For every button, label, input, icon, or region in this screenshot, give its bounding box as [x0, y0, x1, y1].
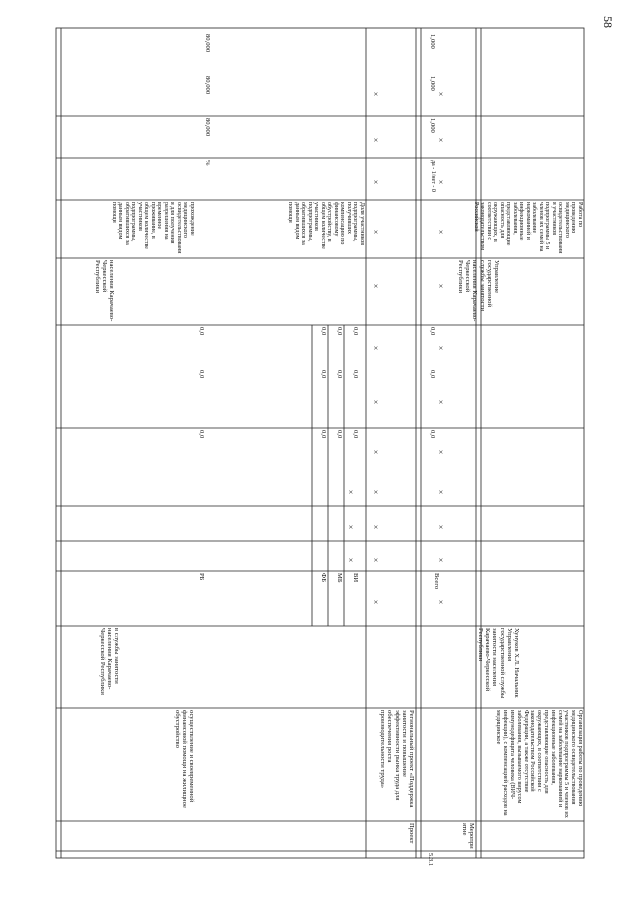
row-531-executor-cell	[421, 626, 521, 708]
row-531-measure-cell	[421, 708, 584, 821]
x-marker: ×	[371, 345, 380, 351]
row-531-indicator: Работа по проведению медицинского освидетельствования участников подпрограммы 5 и членов их семей на заболевание наркоманией и инфекционные заболевания, представляющие опасность для окружающих, в соответствии с законодательством Российской	[473, 202, 583, 254]
fin-fb-2-text: 0,0	[320, 370, 327, 379]
fin-vi-2	[344, 368, 360, 398]
x-marker: ×	[371, 524, 380, 530]
row-531-num: 5.3.1	[427, 853, 434, 867]
source-vi-text: ВИ	[352, 573, 359, 583]
partner-cell-upper	[61, 258, 116, 325]
fin-vi-3	[344, 325, 360, 355]
indicator-cell-upper-1	[61, 200, 196, 258]
fin-vi-1	[344, 428, 360, 458]
x-marker: ×	[346, 557, 355, 563]
x-marker: ×	[371, 137, 380, 143]
x-marker: ×	[371, 179, 380, 185]
unit-upper-text: %	[204, 160, 211, 166]
fin-fb-1	[312, 428, 328, 458]
row-531-fin-1	[421, 428, 437, 458]
partner-text-upper: населения Карачаево-Черкесской Республики	[93, 260, 115, 322]
row-531-target-3	[421, 32, 437, 74]
x-marker: ×	[371, 599, 380, 605]
x-marker: ×	[436, 399, 445, 405]
fin-mb-1-text: 0,0	[336, 430, 343, 439]
x-marker: ×	[436, 599, 445, 605]
x-marker: ×	[436, 91, 445, 97]
target-upper-1	[196, 116, 212, 158]
row-531-indicator-cell	[421, 200, 584, 258]
x-marker: ×	[371, 449, 380, 455]
target-upper-3	[196, 32, 212, 74]
x-marker: ×	[436, 449, 445, 455]
target-upper-3-text: 80,000	[204, 34, 211, 53]
fin-fb-3	[312, 325, 328, 355]
measure-cell-upper	[61, 708, 196, 821]
fin-rb-3-text: 0,0	[198, 327, 205, 336]
fin-rb-3	[186, 325, 206, 365]
row-531-executor: Хунуков Х.Л. Начальник Управления государственной службы занятости населения Карачаево-Черкесской Республики	[476, 628, 520, 699]
row-531-type-cell	[421, 821, 476, 851]
x-marker: ×	[436, 524, 445, 530]
row-531-target-1-text: 1,000	[429, 118, 436, 133]
target-upper-2	[196, 74, 212, 116]
fin-rb-2-text: 0,0	[198, 370, 205, 379]
fin-mb-1	[328, 428, 344, 458]
executor-cell-upper	[61, 626, 121, 708]
target-upper-2-text: 80,000	[204, 76, 211, 95]
x-marker: ×	[371, 91, 380, 97]
fin-mb-2	[328, 368, 344, 398]
budget-table	[56, 28, 584, 867]
x-marker: ×	[371, 399, 380, 405]
project-name: Региональный проект «Поддержка занятости и повышение эффективности рынка труда для обеспечения роста производительности труда»	[379, 710, 415, 808]
indicator-text-upper-1: прохождение медицинского освидетельствования для получения разрешения на временное проживание, в общем количестве участников подпрограммы, обратившихся за данным видом помощи	[111, 202, 195, 254]
x-marker: ×	[436, 489, 445, 495]
row-531-fin-1-text: 0,0	[429, 430, 436, 439]
fin-vi-1-text: 0,0	[352, 430, 359, 439]
x-marker: ×	[436, 179, 445, 185]
fin-rb-1-text: 0,0	[198, 430, 205, 439]
x-marker: ×	[436, 283, 445, 289]
x-marker: ×	[436, 345, 445, 351]
project-label: Проект	[408, 823, 415, 844]
row-531-unit-text: да - 1/нет - 0	[430, 160, 436, 192]
fin-rb-2	[186, 368, 206, 408]
fin-mb-2-text: 0,0	[336, 370, 343, 379]
indicator-cell-upper-2	[196, 200, 366, 258]
row-531-target-2-text: 1,000	[429, 76, 436, 91]
fin-mb-3-text: 0,0	[336, 327, 343, 336]
fin-rb-1	[186, 428, 206, 468]
source-rb-text: РБ	[198, 573, 205, 581]
row-531-fin-3-text: 0,0	[429, 327, 436, 336]
source-rb	[186, 571, 206, 626]
fin-fb-3-text: 0,0	[320, 327, 327, 336]
x-marker: ×	[346, 524, 355, 530]
row-531-target-3-text: 1,000	[429, 34, 436, 49]
x-marker: ×	[436, 557, 445, 563]
source-fb-text: ФБ	[320, 573, 327, 582]
row-531-fin-2-text: 0,0	[429, 370, 436, 379]
fin-vi-2-text: 0,0	[352, 370, 359, 379]
row-531-target-1	[421, 116, 437, 158]
source-mb	[328, 571, 344, 626]
x-marker: ×	[346, 489, 355, 495]
x-marker: ×	[371, 283, 380, 289]
fin-fb-1-text: 0,0	[320, 430, 327, 439]
source-fb	[312, 571, 328, 626]
row-531-fin-2	[421, 368, 437, 398]
indicator-text-upper-2: Доля участников подпрограммы, получивших компенсацию по финансовому обустройству, в общем количестве участников подпрограммы, обратившихся за данным видом помощи	[287, 202, 365, 249]
row-531-fin-3	[421, 325, 437, 355]
fin-mb-3	[328, 325, 344, 355]
row-531-source: Всего	[433, 573, 440, 590]
target-upper-1-text: 80,000	[204, 118, 211, 137]
row-531-type: Мероприятие	[460, 823, 475, 849]
x-marker: ×	[371, 557, 380, 563]
unit-upper	[196, 158, 212, 200]
row-531-unit	[421, 158, 437, 200]
fin-vi-3-text: 0,0	[352, 327, 359, 336]
x-marker: ×	[371, 229, 380, 235]
source-vi	[344, 571, 360, 626]
x-marker: ×	[371, 489, 380, 495]
row-531-target-2	[421, 74, 437, 116]
project-label-cell	[366, 821, 416, 851]
row-531-num-cell	[421, 851, 435, 867]
row-531-measure: Организация работы по проведению медицинского освидетельствования участников подпрограммы 5 и членов их семей на заболевание наркоманией и инфекционные заболевания, представляющие опасность для окружающих, в соответствии с законодательством Российской Федерации, а также отсутствие заболевания, вызываемого вирусом иммунодефицита человека (ВИЧ-инфекции), с компенсацией расходов на медицинское	[495, 710, 584, 818]
measure-text-upper: осуществление и своевременной финансовой помощи на жилищное обустройство	[173, 710, 195, 808]
row-531-partner: Управление государственной службы занятости населения Карачаево-Черкесской Республики	[456, 260, 500, 322]
source-mb-text: МБ	[336, 573, 343, 583]
page-number: 58	[601, 16, 615, 28]
x-marker: ×	[436, 137, 445, 143]
fin-fb-2	[312, 368, 328, 398]
row-531-partner-cell	[421, 258, 501, 325]
executor-text-upper: в службы занятости населения Карачаево-Черкесской Республики	[98, 628, 120, 695]
x-marker: ×	[436, 229, 445, 235]
project-name-cell	[366, 708, 416, 821]
